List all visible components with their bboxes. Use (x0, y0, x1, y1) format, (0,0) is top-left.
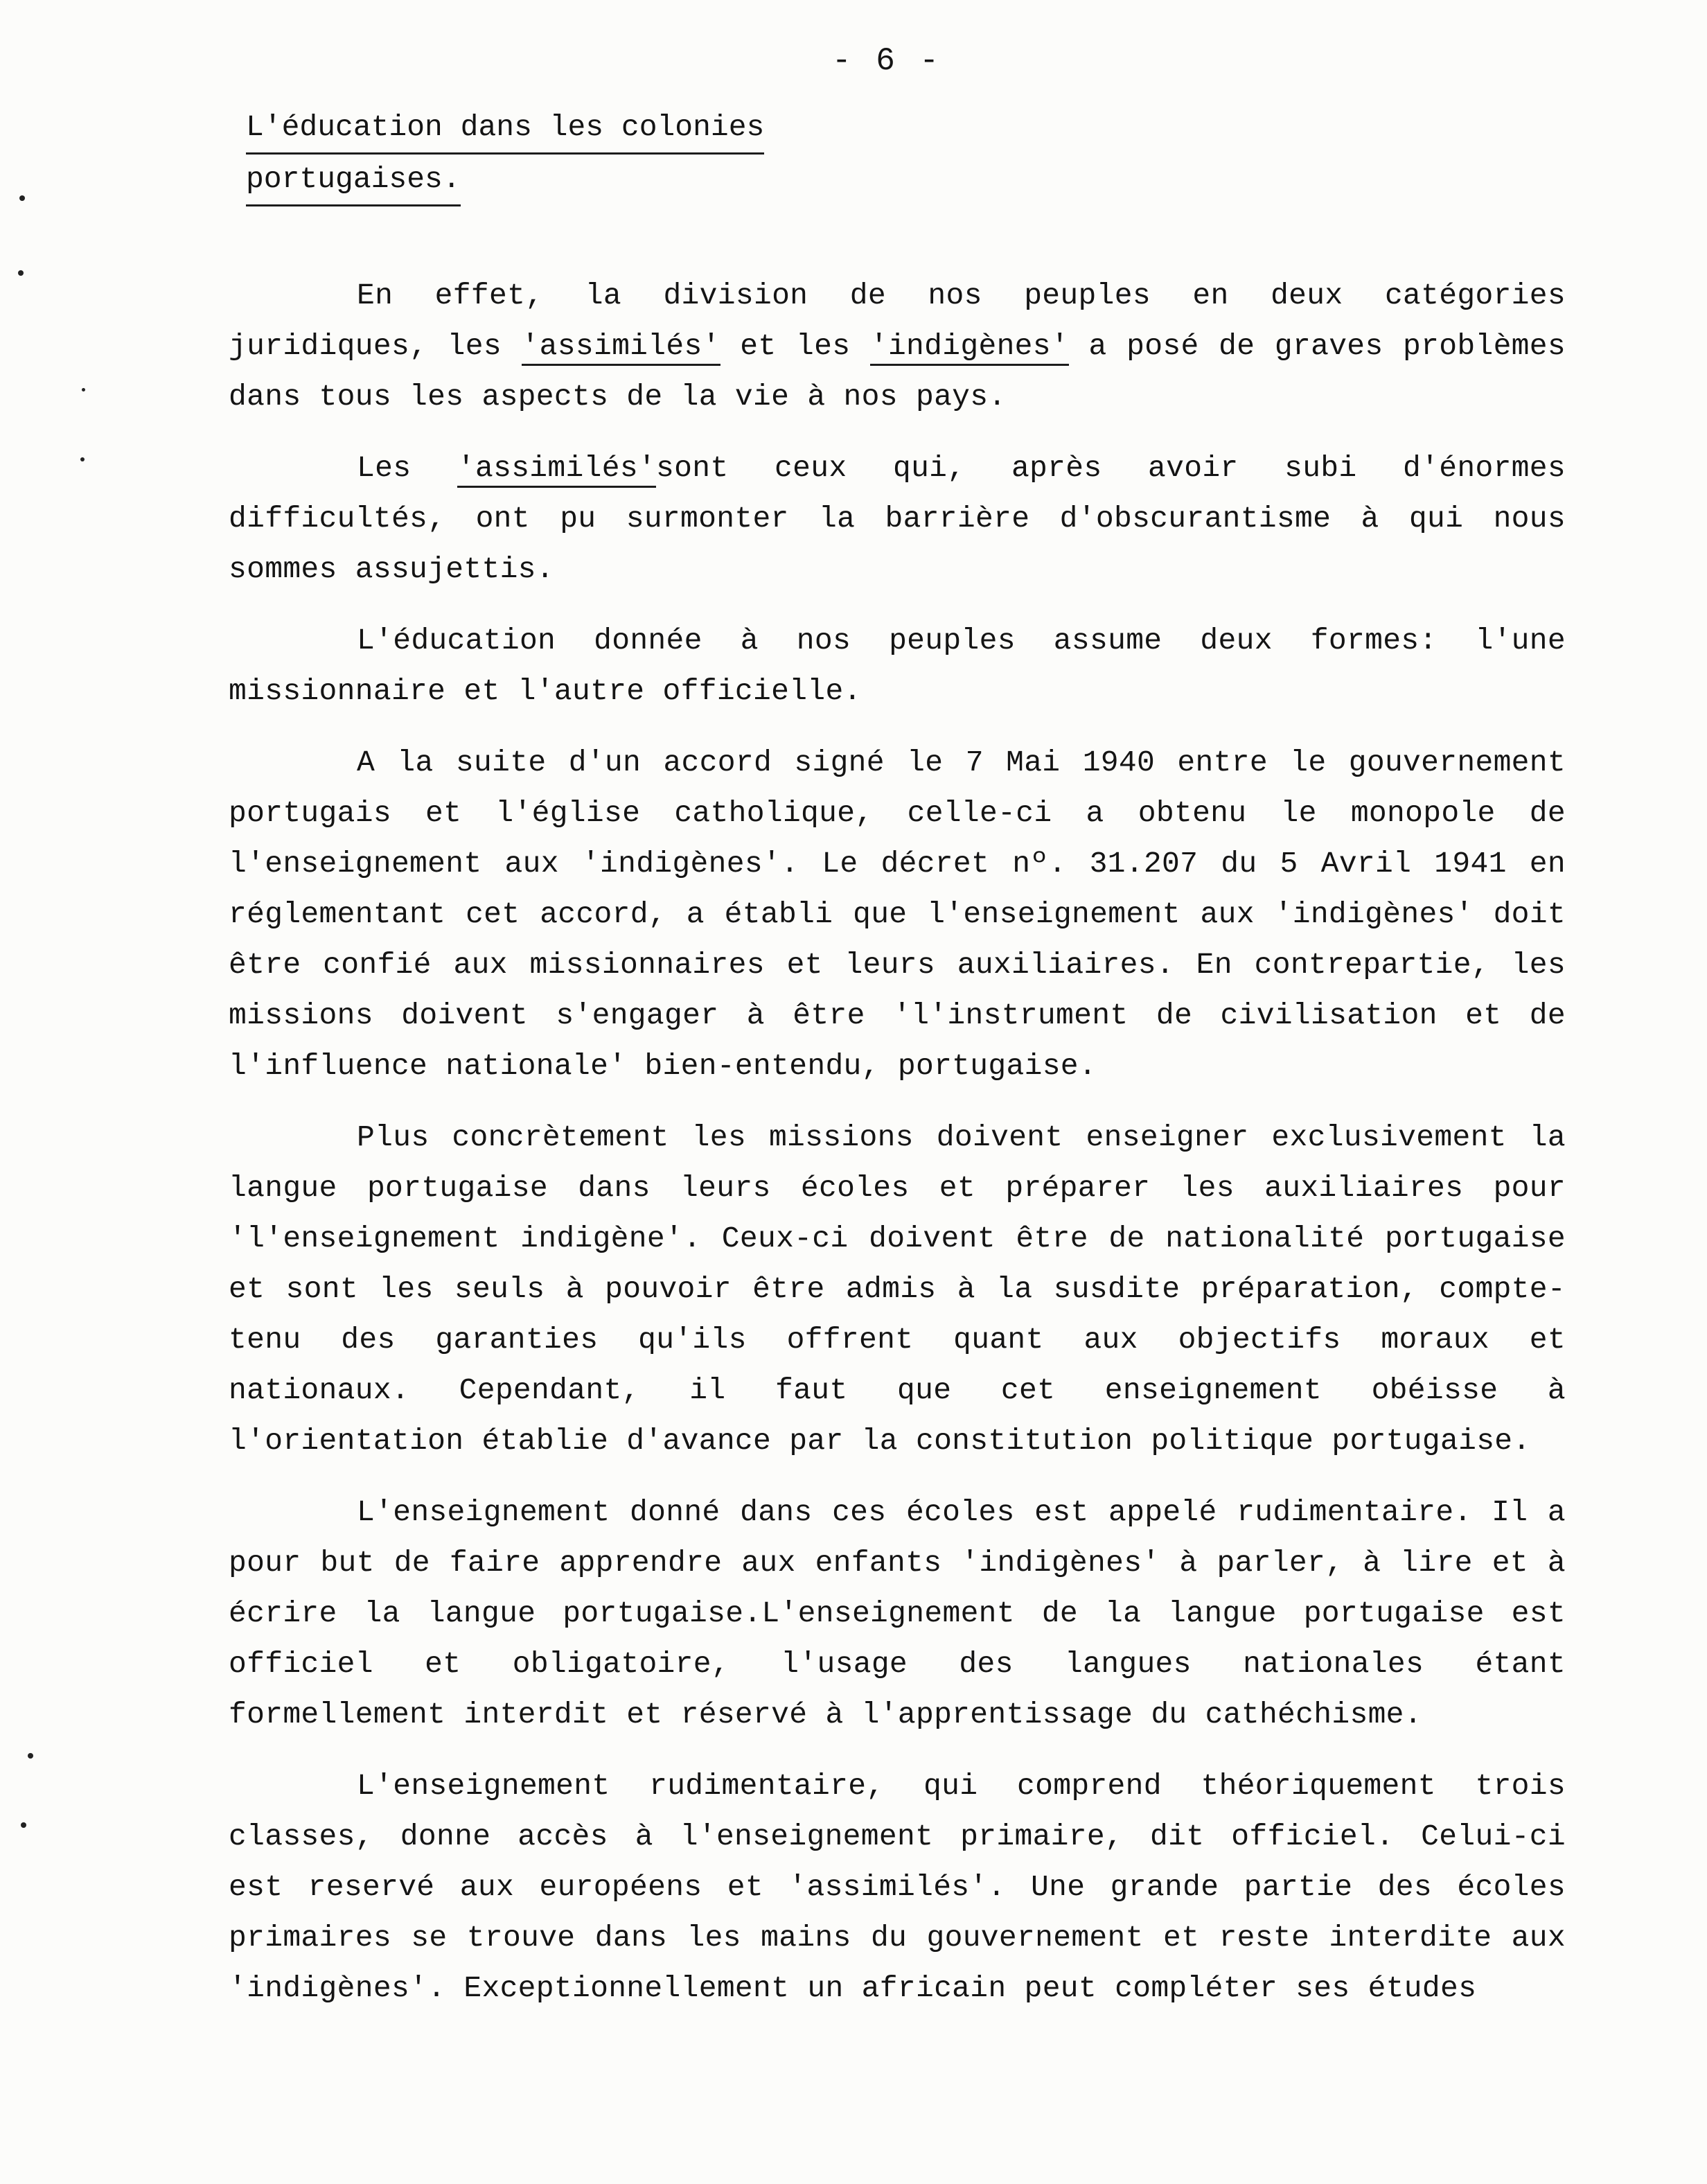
section-title (246, 104, 764, 206)
paragraph-1-text-b: et les (720, 329, 870, 363)
paragraph-6: L'enseignement donné dans ces écoles est appelé rudimentaire. Il a pour but de faire apprendre aux enfants 'indigènes' à parler, à lire et à écrire la langue portugaise.L'enseignement de la langue portugaise est officiel et obligatoire, l'usage des langues nationales étant formellement interdit et réservé à l'apprentissage du cathéchisme. (229, 1495, 1566, 1732)
page-number: - 6 - (831, 43, 942, 79)
paragraph-2 (229, 443, 1566, 595)
scan-speck (80, 457, 85, 461)
paragraph-3: L'éducation donnée à nos peuples assume deux formes: l'une missionnaire et l'autre officielle. (229, 624, 1566, 708)
underlined-term-assimiles-2: 'assimilés' (457, 451, 656, 488)
underlined-term-assimiles: 'assimilés' (522, 329, 720, 366)
title-line-1: L'éducation dans les colonies (246, 104, 764, 155)
paragraph-2-text-b: sont ceux qui, après avoir subi d'énormes difficultés, ont pu surmonter la barrière d'obscurantisme à qui nous sommes assujettis. (229, 451, 1566, 586)
scan-speck (28, 1753, 33, 1759)
paragraph-1 (229, 270, 1566, 422)
title-line-2: portugaises. (246, 156, 461, 206)
paragraph-5: Plus concrètement les missions doivent enseigner exclusivement la langue portugaise dans leurs écoles et préparer les auxiliaires pour 'l'enseignement indigène'. Ceux-ci doivent être de nationalité portugaise et sont les seuls à pouvoir être admis à la susdite préparation, compte-tenu des garanties qu'ils offrent quant aux objectifs moraux et nationaux. Cependant, il faut que cet enseignement obéisse à l'orientation établie d'avance par la constitution politique portugaise. (229, 1120, 1566, 1458)
paragraph-7: L'enseignement rudimentaire, qui comprend théoriquement trois classes, donne accès à l'enseignement primaire, dit officiel. Celui-ci est reservé aux européens et 'assimilés'. Une grande partie des écoles primaires se trouve dans les mains du gouvernement et reste interdite aux 'indigènes'. Exceptionnellement un africain peut compléter ses études (229, 1769, 1566, 2005)
paragraph-4: A la suite d'un accord signé le 7 Mai 1940 entre le gouvernement portugais et l'église catholique, celle-ci a obtenu le monopole de l'enseignement aux 'indigènes'. Le décret nº. 31.207 du 5 Avril 1941 en réglementant cet accord, a établi que l'enseignement aux 'indigènes' doit être confié aux missionnaires et leurs auxiliaires. En contrepartie, les missions doivent s'engager à être 'l'instrument de civilisation et de l'influence nationale' bien-entendu, portugaise. (229, 746, 1566, 1083)
paragraph-1-text-c: a posé de graves problèmes dans tous les aspects de la vie à nos pays. (229, 329, 1566, 414)
body-text (229, 270, 1566, 2014)
scan-speck (21, 1822, 26, 1828)
scan-speck (19, 195, 25, 201)
paragraph-1-text-a: En effet, la division de nos peuples en deux catégories juridiques, les (229, 279, 1566, 363)
paragraph-2-text-a: Les (357, 451, 457, 485)
scan-speck (82, 388, 85, 391)
underlined-term-indigenes: 'indigènes' (870, 329, 1069, 366)
scan-speck (18, 270, 24, 276)
